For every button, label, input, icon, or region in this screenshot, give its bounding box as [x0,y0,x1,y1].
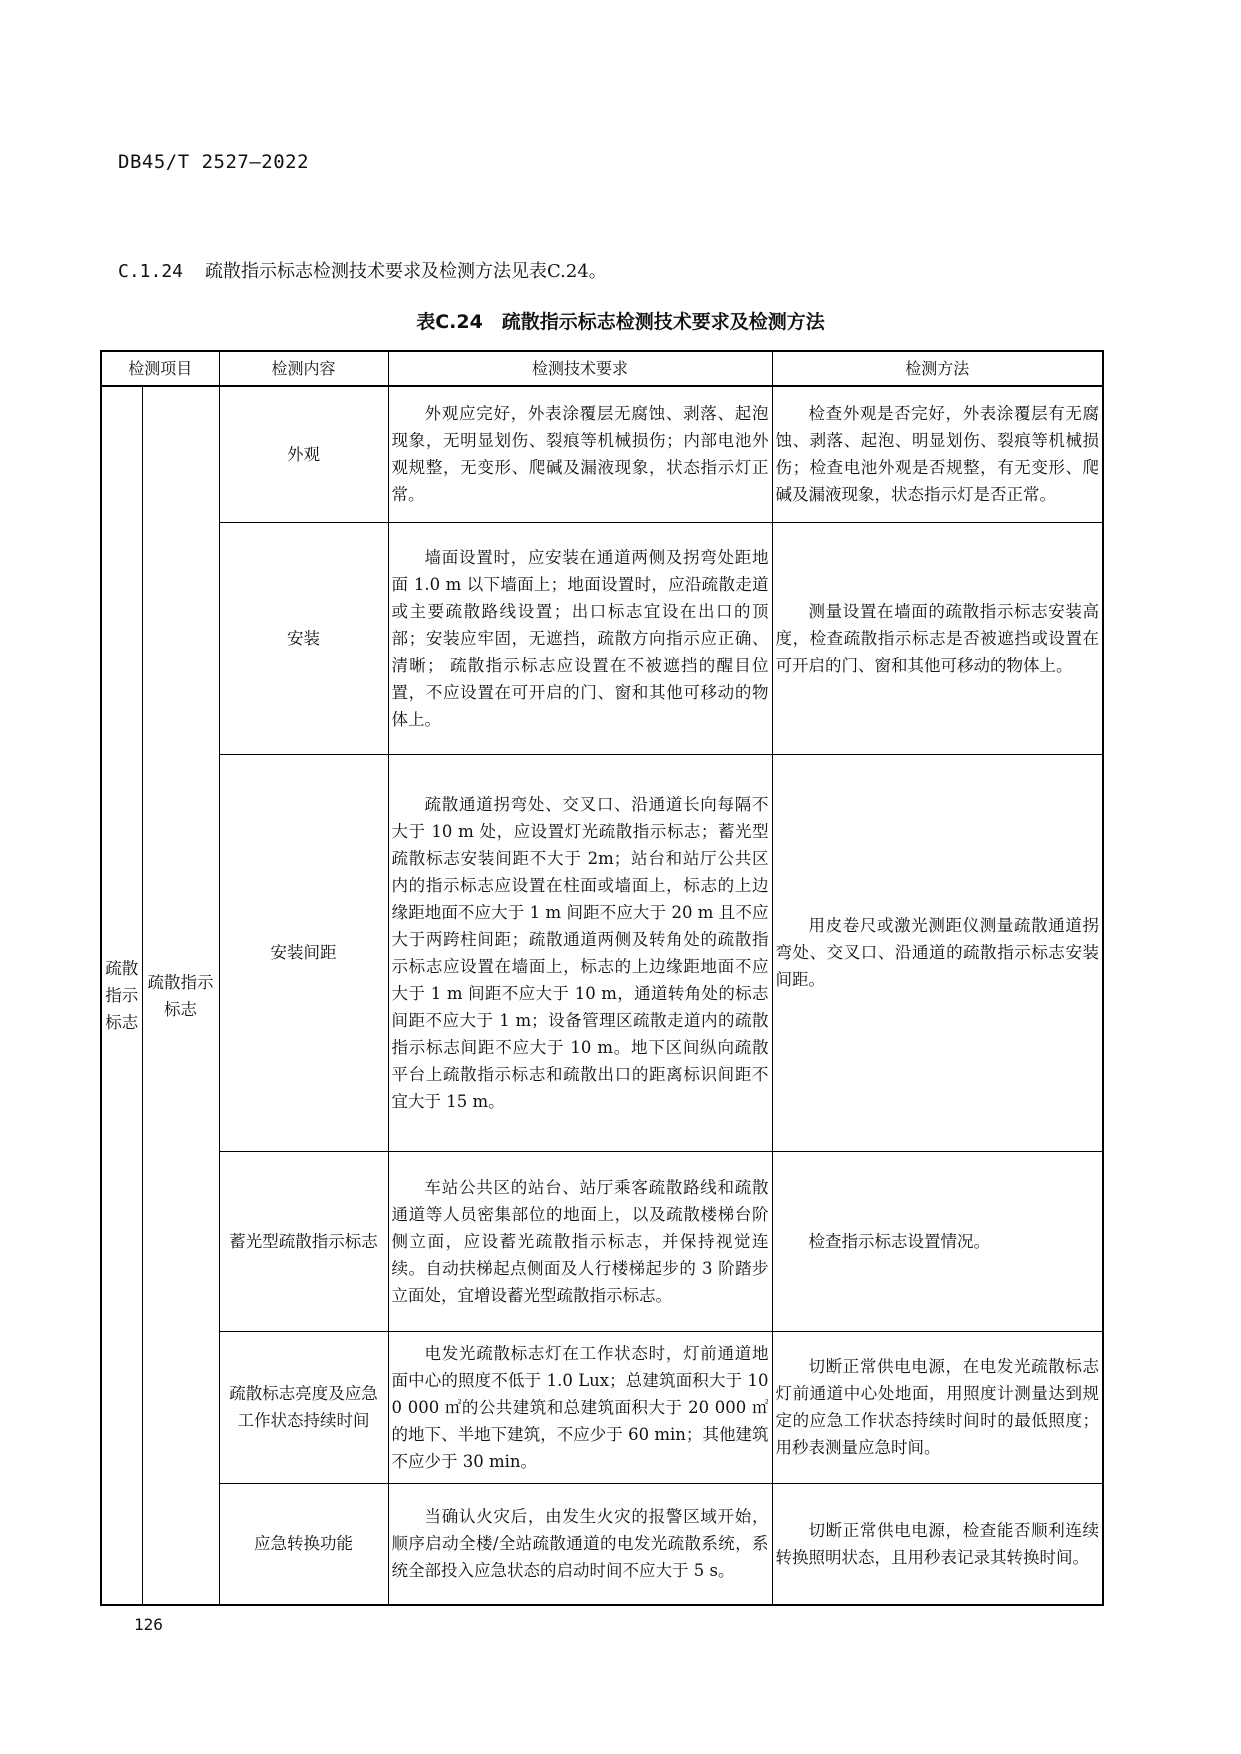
clause-paragraph [118,257,607,283]
page-number: 126 [134,1615,163,1634]
method-cell: 测量设置在墙面的疏散指示标志安装高度，检查疏散指示标志是否被遮挡或设置在可开启的门、窗和其他可移动的物体上。 [772,522,1103,754]
content-cell: 外观 [219,386,388,522]
method-cell: 用皮卷尺或激光测距仪测量疏散通道拐弯处、交叉口、沿通道的疏散指示标志安装间距。 [772,754,1103,1151]
clause-text: 疏散指示标志检测技术要求及检测方法见表C.24。 [205,261,607,282]
table-row [101,1151,1103,1331]
content-cell: 安装间距 [219,754,388,1151]
header-item: 检测项目 [101,351,219,386]
clause-number: C.1.24 [118,261,184,282]
table-title: 表C.24 疏散指示标志检测技术要求及检测方法 [416,311,825,333]
header-requirement: 检测技术要求 [388,351,772,386]
table-row [101,754,1103,1151]
method-cell: 切断正常供电电源，在电发光疏散标志灯前通道中心处地面，用照度计测量达到规定的应急工作状态持续时间时的最低照度；用秒表测量应急时间。 [772,1331,1103,1483]
header-method: 检测方法 [772,351,1103,386]
content-cell: 安装 [219,522,388,754]
table-row [101,386,1103,522]
requirement-cell: 疏散通道拐弯处、交叉口、沿通道长向每隔不大于 10 m 处，应设置灯光疏散指示标志；蓄光型疏散标志安装间距不大于 2m；站台和站厅公共区内的指示标志应设置在柱面或墙面上，标志的上边缘距地面不应大于 1 m 间距不应大于 20 m 且不应大于两跨柱间距；疏散通道两侧及转角处的疏散指示标志应设置在墙面上，标志的上边缘距地面不应大于 1 m 间距不应大于 10 m，通道转角处的标志间距不应大于 1 m；设备管理区疏散走道内的疏散指示标志间距不应大于 10 m。地下区间纵向疏散平台上疏散指示标志和疏散出口的距离标识间距不宜大于 15 m。 [388,754,772,1151]
subcategory-cell: 疏散指示标志 [142,386,219,1605]
requirement-cell: 当确认火灾后，由发生火灾的报警区域开始，顺序启动全楼/全站疏散通道的电发光疏散系统，系统全部投入应急状态的启动时间不应大于 5 s。 [388,1483,772,1605]
table-row [101,1331,1103,1483]
content-cell: 蓄光型疏散指示标志 [219,1151,388,1331]
requirement-cell: 墙面设置时，应安装在通道两侧及拐弯处距地面 1.0 m 以下墙面上；地面设置时，应沿疏散走道或主要疏散路线设置；出口标志宜设在出口的顶部；安装应牢固，无遮挡，疏散方向指示应正确、清晰； 疏散指示标志应设置在不被遮挡的醒目位置，不应设置在可开启的门、窗和其他可移动的物体上。 [388,522,772,754]
method-cell: 检查外观是否完好，外表涂覆层有无腐蚀、剥落、起泡、明显划伤、裂痕等机械损伤；检查电池外观是否规整，有无变形、爬碱及漏液现象，状态指示灯是否正常。 [772,386,1103,522]
document-code: DB45/T 2527—2022 [118,151,310,173]
method-cell: 检查指示标志设置情况。 [772,1151,1103,1331]
inspection-table [100,350,1104,1606]
requirement-cell: 车站公共区的站台、站厅乘客疏散路线和疏散通道等人员密集部位的地面上，以及疏散楼梯台阶侧立面，应设蓄光疏散指示标志，并保持视觉连续。自动扶梯起点侧面及人行楼梯起步的 3 阶踏步立面处，宜增设蓄光型疏散指示标志。 [388,1151,772,1331]
requirement-cell: 电发光疏散标志灯在工作状态时，灯前通道地面中心的照度不低于 1.0 Lux；总建筑面积大于 100 000 ㎡的公共建筑和总建筑面积大于 20 000 ㎡的地下、半地下建筑，不应少于 60 min；其他建筑不应少于 30 min。 [388,1331,772,1483]
content-cell: 应急转换功能 [219,1483,388,1605]
content-cell: 疏散标志亮度及应急工作状态持续时间 [219,1331,388,1483]
requirement-cell: 外观应完好，外表涂覆层无腐蚀、剥落、起泡现象，无明显划伤、裂痕等机械损伤；内部电池外观规整，无变形、爬碱及漏液现象，状态指示灯正常。 [388,386,772,522]
header-content: 检测内容 [219,351,388,386]
method-cell: 切断正常供电电源，检查能否顺利连续转换照明状态，且用秒表记录其转换时间。 [772,1483,1103,1605]
table-header-row [101,351,1103,386]
category-cell: 疏散指示标志 [101,386,142,1605]
table-row [101,1483,1103,1605]
table-row [101,522,1103,754]
